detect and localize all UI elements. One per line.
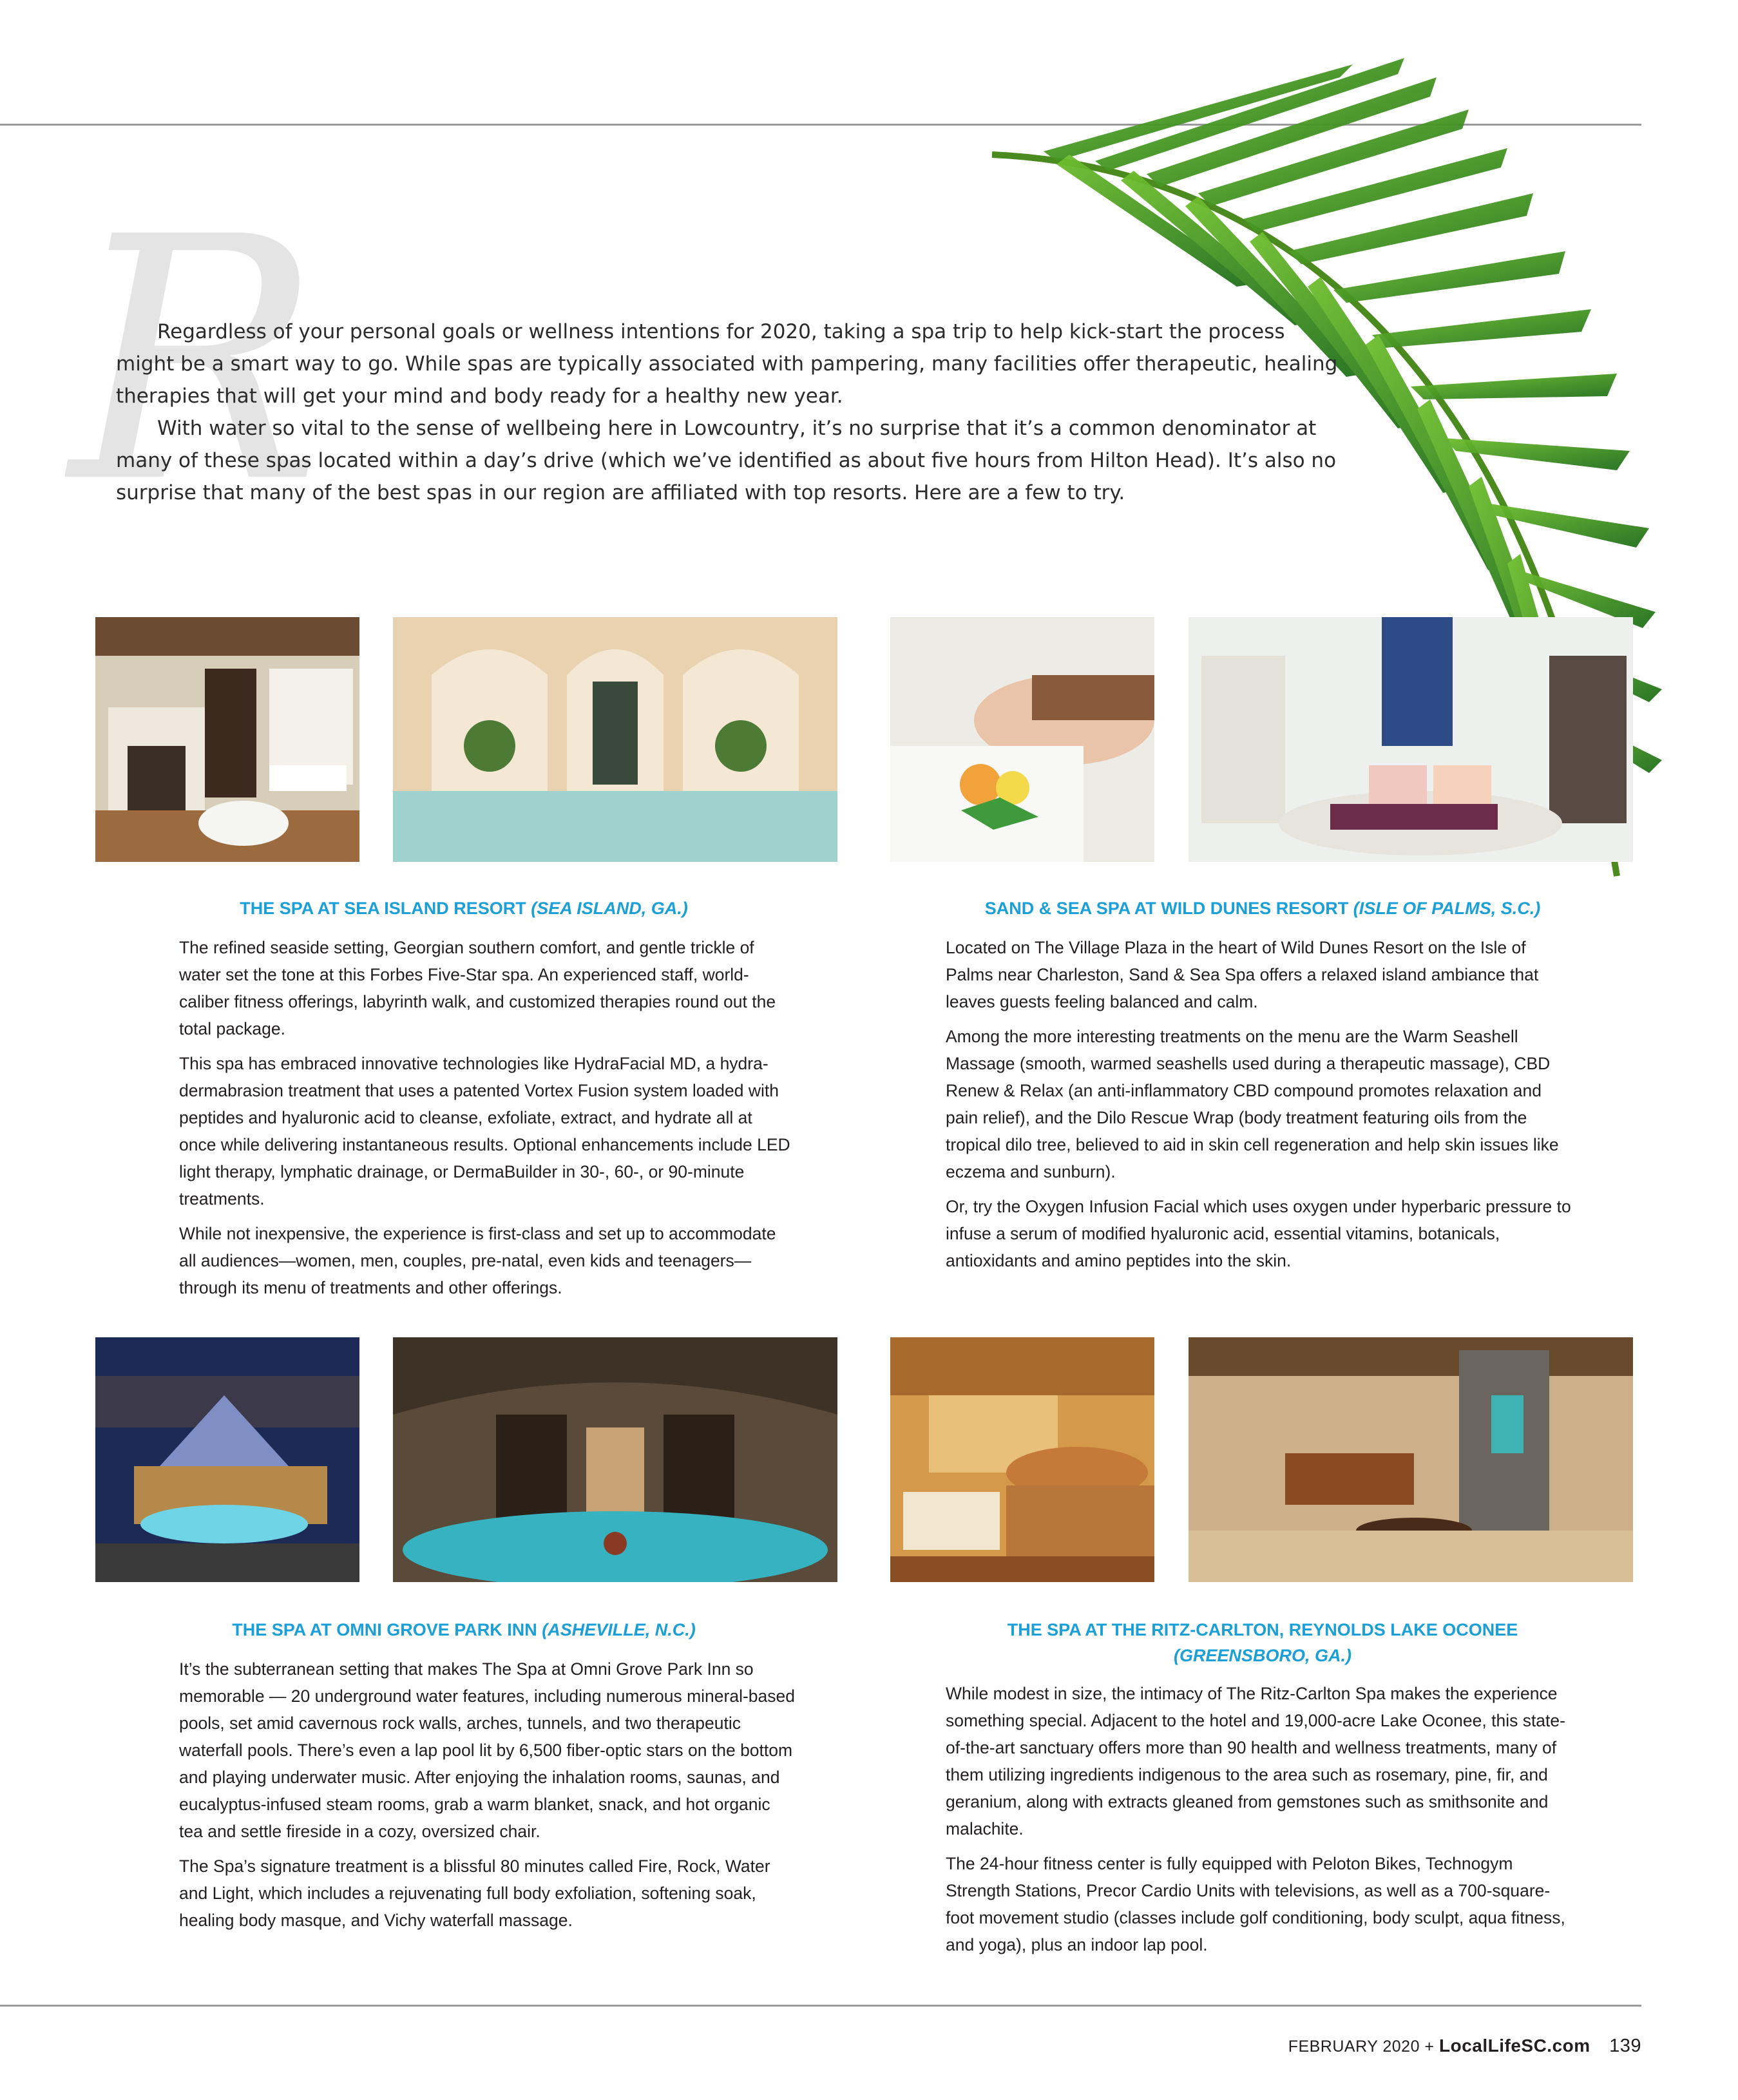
section-title: THE SPA AT OMNI GROVE PARK INN [232,1620,537,1639]
section-body-ritz-carlton [946,1680,1577,1966]
photo-sea-island-room [95,617,359,862]
intro-paragraph-1: Regardless of your personal goals or wellness intentions for 2020, taking a spa trip to help kick-start the process might be a smart way to go. While spas are typically associated with pampering, many facilities offer therapeutic, healing therapies that will get your mind and body ready for a healthy new year. [116,320,1338,408]
paragraph: The refined seaside setting, Georgian southern comfort, and gentle trickle of water set the tone at this Forbes Five-Star spa. An experienced staff, world-caliber fitness offerings, labyrinth walk, and customized therapies round out the total package. [179,938,776,1038]
photo-sea-island-pool [393,617,837,862]
section-heading-grove-park [180,1617,747,1643]
paragraph: Among the more interesting treatments on the menu are the Warm Seashell Massage (smooth, warmed seashells used during a therapeutic massage), CBD Renew & Relax (an anti-inflammatory CBD compound promotes relaxation and pain relief), and the Dilo Rescue Wrap (body treatment featuring oils from the tropical dilo tree, believed to aid in skin cell regeneration and help skin issues like eczema and sunburn). [946,1027,1559,1181]
section-body-sea-island [179,934,791,1309]
photo-wild-dunes-boutique [1189,617,1633,862]
page-footer [1288,2036,1641,2057]
paragraph: The Spa’s signature treatment is a blissful 80 minutes called Fire, Rock, Water and Light, which includes a rejuvenating full body exfoliation, softening soak, healing body masque, and Vichy waterfall massage. [179,1857,770,1930]
photo-ritz-carlton-whirlpool [890,1337,1154,1582]
section-location: (SEA ISLAND, GA.) [531,899,688,918]
photo-grove-park-grotto [393,1337,837,1582]
paragraph: While modest in size, the intimacy of The Ritz-Carlton Spa makes the experience something special. Adjacent to the hotel and 19,000-acre Lake Oconee, this state-of-the-art sanctuary offers more than 90 health and wellness treatments, many of them utilizing ingredients indigenous to the area such as rosemary, pine, fir, and geranium, along with extracts gleaned from gemstones such as smithsonite and malachite. [946,1684,1565,1838]
drop-cap: R [70,166,322,556]
photo-wild-dunes-massage [890,617,1154,862]
section-title: SAND & SEA SPA AT WILD DUNES RESORT [984,899,1349,918]
section-location: (GREENSBORO, GA.) [1173,1646,1351,1665]
page-number: 139 [1609,2036,1641,2056]
paragraph: While not inexpensive, the experience is first-class and set up to accommodate all audiences—women, men, couples, pre-natal, even kids and teenagers—through its menu of treatments and other offerings. [179,1224,776,1297]
paragraph: This spa has embraced innovative technologies like HydraFacial MD, a hydra-dermabrasion treatment that uses a patented Vortex Fusion system loaded with peptides and hyaluronic acid to cleanse, exfoliate, extract, and hydrate all at once while delivering instantaneous results. Optional enhancements include LED light therapy, lymphatic drainage, or DermaBuilder in 30-, 60-, or 90-minute treatments. [179,1054,790,1208]
paragraph: The 24-hour fitness center is fully equipped with Peloton Bikes, Technogym Strength Stations, Precor Cardio Units with televisions, as well as a 700-square-foot movement studio (classes include golf conditioning, body sculpt, aqua fitness, and yoga), plus an indoor lap pool. [946,1854,1565,1954]
section-location: (ISLE OF PALMS, S.C.) [1353,899,1541,918]
paragraph: It’s the subterranean setting that makes The Spa at Omni Grove Park Inn so memorable — 20 underground water features, including numerous mineral-based pools, set amid cavernous rock walls, arches, tunnels, and two therapeutic waterfall pools. There’s even a lap pool lit by 6,500 fiber-optic stars on the bottom and playing underwater music. After enjoying the inhalation rooms, saunas, and eucalyptus-infused steam rooms, grab a warm blanket, snack, and hot organic tea and settle fireside in a cozy, oversized chair. [179,1659,795,1841]
section-title: THE SPA AT THE RITZ-CARLTON, REYNOLDS LAKE OCONEE [1007,1620,1518,1639]
section-heading-sea-island [180,895,747,921]
paragraph: Located on The Village Plaza in the heart of Wild Dunes Resort on the Isle of Palms near Charleston, Sand & Sea Spa offers a relaxed island ambiance that leaves guests feeling balanced and calm. [946,938,1539,1011]
section-body-grove-park [179,1656,797,1942]
intro-paragraph-2: With water so vital to the sense of wellbeing here in Lowcountry, it’s no surprise that it’s a common denominator at many of these spas located within a day’s drive (which we’ve identified as about five hours from Hilton Head). It’s also no surprise that many of the best spas in our region are affiliated with top resorts. Here are a few to try. [116,417,1337,504]
paragraph: Or, try the Oxygen Infusion Facial which uses oxygen under hyperbaric pressure to infuse a serum of modified hyaluronic acid, essential vitamins, botanicals, antioxidants and amino peptides into the skin. [946,1197,1571,1270]
section-heading-wild-dunes [928,895,1598,921]
section-heading-ritz-carlton [928,1617,1598,1668]
footer-site-link[interactable]: LocalLifeSC.com [1438,2036,1590,2056]
section-title: THE SPA AT SEA ISLAND RESORT [240,899,526,918]
bottom-rule [0,2005,1641,2007]
section-body-wild-dunes [946,934,1577,1282]
photo-grove-park-exterior [95,1337,359,1582]
intro-text [116,316,1340,509]
photo-ritz-carlton-lobby [1189,1337,1633,1582]
section-location: (ASHEVILLE, N.C.) [542,1620,696,1639]
footer-issue: FEBRUARY 2020 + [1288,2038,1435,2056]
